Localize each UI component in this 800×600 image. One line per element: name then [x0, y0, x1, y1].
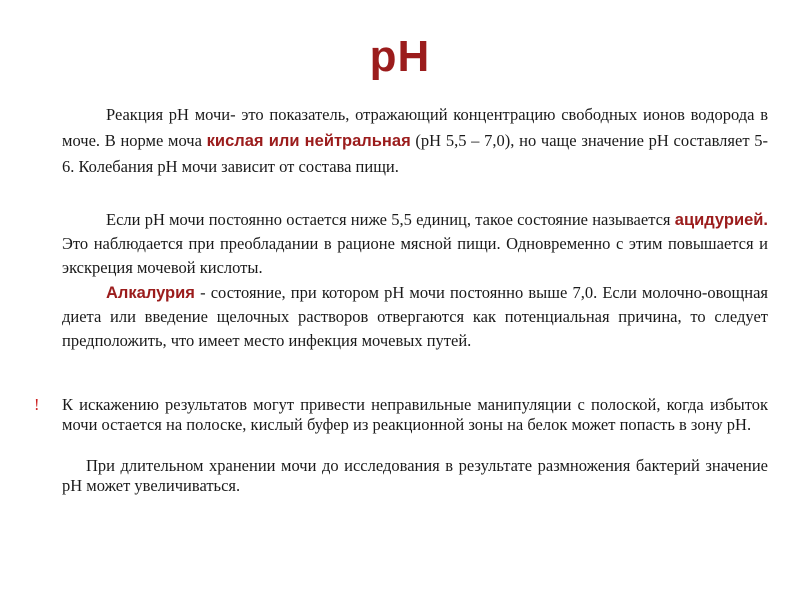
highlight-aciduria: ацидурией. — [674, 211, 768, 229]
text: К искажению результатов могут привести неправильные манипуляции с полоской, когда избыток мочи остается на полоске, кислый буфер из реакционной зоны на белок может попасть в зону pH. — [62, 395, 768, 434]
paragraph-storage — [62, 456, 768, 496]
text: При длительном хранении мочи до исследования в результате размножения бактерий значение pH может увеличиваться. — [62, 456, 768, 495]
text: Если pH мочи постоянно остается ниже 5,5 единиц, такое состояние называется — [106, 210, 675, 229]
text: Реакция pH мочи- это показатель, отражающий концентрацию свободных ионов водорода в моче. В норме моча — [62, 105, 768, 150]
text: Это наблюдается при преобладании в рационе мясной пищи. Одновременно с этим повышается и экскреция мочевой кислоты. — [62, 234, 768, 277]
text: - состояние, при котором pH мочи постоянно выше 7,0. Если молочно-овощная диета или введение щелочных растворов отвергаются как потенциальная причина, то следует предположить, что имеет место инфекция мочевых путей. — [62, 283, 768, 350]
paragraph-alkaluria — [62, 281, 768, 353]
paragraph-definition — [62, 102, 768, 180]
highlight-normal-reaction: кислая или нейтральная — [206, 132, 411, 150]
page-title: pH — [369, 32, 431, 81]
paragraph-aciduria — [62, 208, 768, 280]
warning-mark: ! — [34, 395, 40, 414]
paragraph-warning — [62, 395, 768, 435]
text: (pH 5,5 – 7,0), но чаще значение pH составляет 5-6. Колебания pH мочи зависит от состава пищи. — [62, 131, 768, 176]
highlight-alkaluria: Алкалурия — [106, 284, 195, 302]
